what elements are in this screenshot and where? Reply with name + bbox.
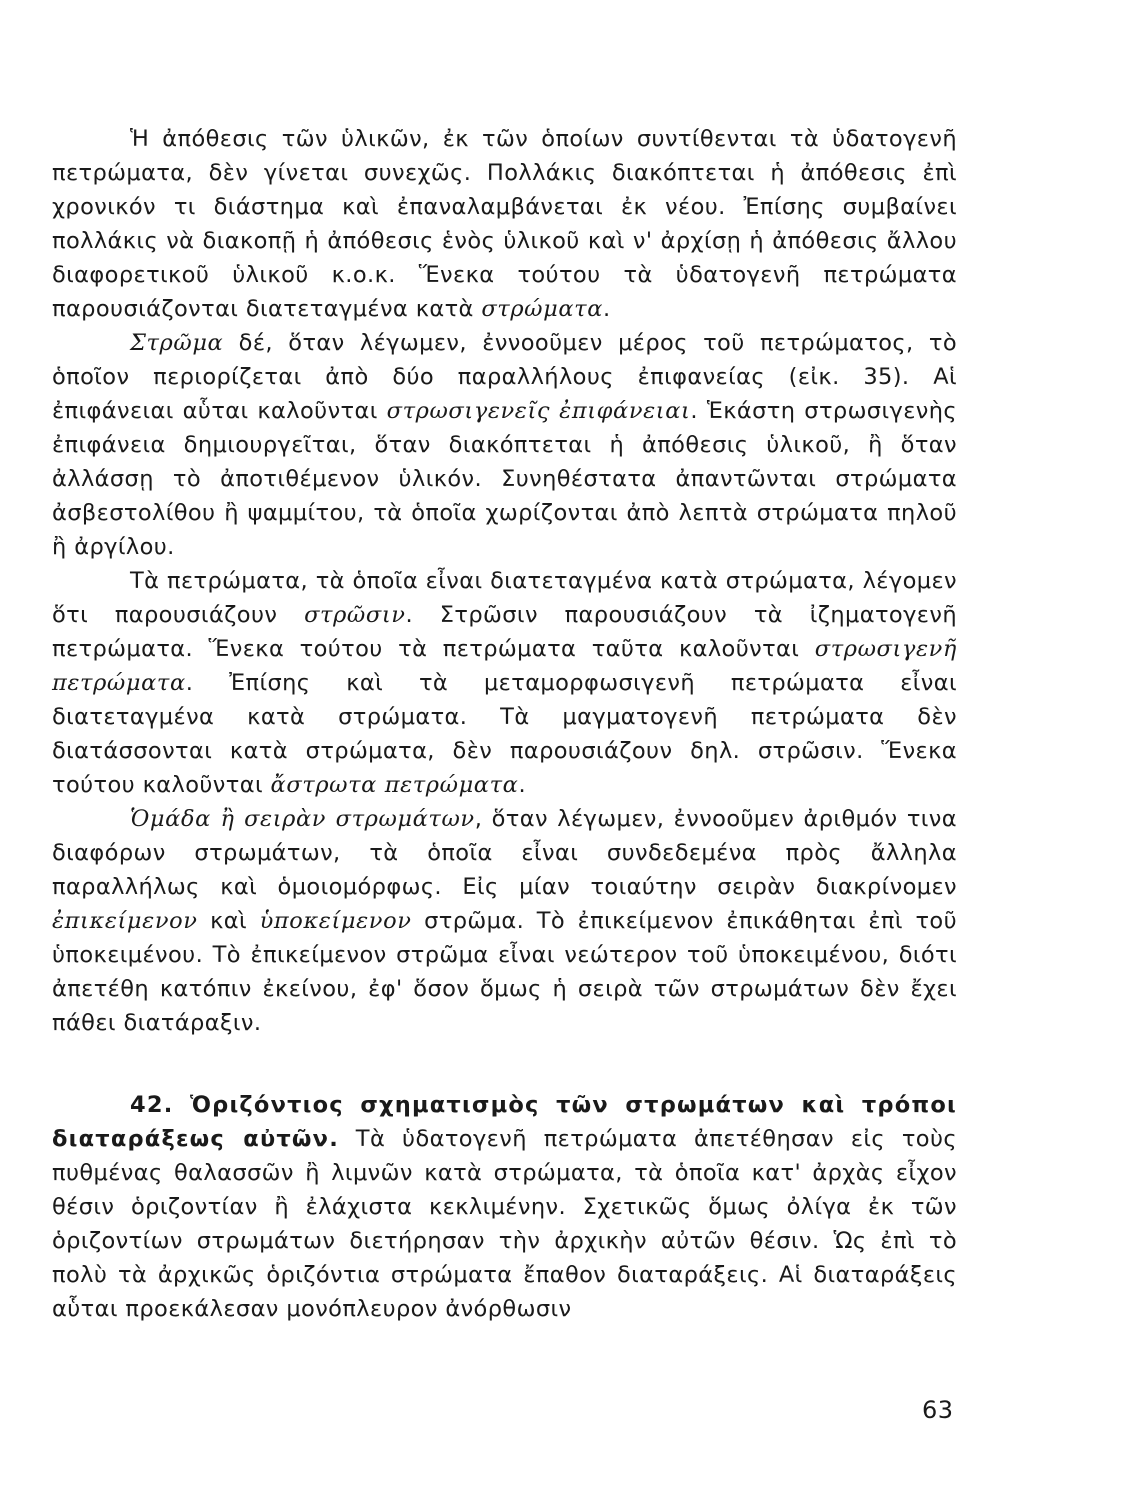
paragraph-layer-definition (52, 326, 957, 564)
paragraph-text: . Στρῶσιν παρουσιάζουν τὰ ἰζηματογενῆ πετρώματα. Ἕνεκα τούτου τὰ πετρώματα ταῦτα καλοῦνται (52, 602, 957, 662)
paragraph-text: δέ, ὅταν λέγωμεν, ἐννοοῦμεν μέρος τοῦ πετρώματος, τὸ ὁποῖον περιορίζεται ἀπὸ δύο παραλλήλους ἐπιφανείας (εἰκ. 35). Αἱ ἐπιφάνειαι αὗται καλοῦνται (52, 330, 957, 424)
italic-term: Ὁμάδα ἢ σειρὰν στρωμάτων (130, 806, 475, 832)
paragraph-text: . (518, 772, 527, 798)
italic-term: ἄστρωτα πετρώματα (270, 772, 519, 798)
paragraph-text: καὶ (197, 908, 260, 934)
italic-term: ὑποκείμενον (259, 908, 412, 934)
italic-term: στρώματα (481, 296, 603, 322)
paragraph-text: Τὰ πετρώματα, τὰ ὁποῖα εἶναι διατεταγμένα κατὰ στρώματα, λέγομεν ὅτι παρουσιάζουν (52, 568, 957, 628)
section-heading: 42. Ὁριζόντιος σχηματισμὸς τῶν στρωμάτων καὶ τρόποι διαταράξεως αὐτῶν. (52, 1092, 957, 1152)
paragraph-deposition (52, 122, 957, 326)
body-text (52, 122, 957, 1326)
italic-term: Στρῶμα (130, 330, 224, 356)
italic-term: ἐπικείμενον (52, 908, 198, 934)
section-42 (52, 1088, 957, 1326)
paragraph-text: . (602, 296, 611, 322)
italic-term: στρωσιγενεῖς ἐπιφάνειαι (386, 398, 691, 424)
paragraph-text: στρῶμα. Τὸ ἐπικείμενον ἐπικάθηται ἐπὶ τοῦ ὑποκειμένου. Τὸ ἐπικείμενον στρῶμα εἶναι νεώτερον τοῦ ὑποκειμένου, διότι ἀπετέθη κατόπιν ἐκείνου, ἐφ' ὅσον ὅμως ἡ σειρὰ τῶν στρωμάτων δὲν ἔχει πάθει διατάραξιν. (52, 908, 957, 1036)
page-number: 63 (922, 1396, 954, 1424)
paragraph-text: , ὅταν λέγωμεν, ἐννοοῦμεν ἀριθμόν τινα διαφόρων στρωμάτων, τὰ ὁποῖα εἶναι συνδεδεμένα πρὸς ἄλληλα παραλλήλως καὶ ὁμοιομόρφως. Εἰς μίαν τοιαύτην σειρὰν διακρίνομεν (52, 806, 957, 900)
paragraph-text: Ἡ ἀπόθεσις τῶν ὑλικῶν, ἐκ τῶν ὁποίων συντίθενται τὰ ὑδατογενῆ πετρώματα, δὲν γίνεται συνεχῶς. Πολλάκις διακόπτεται ἡ ἀπόθεσις ἐπὶ χρονικόν τι διάστημα καὶ ἐπαναλαμβάνεται ἐκ νέου. Ἐπίσης συμβαίνει πολλάκις νὰ διακοπῇ ἡ ἀπόθεσις ἑνὸς ὑλικοῦ καὶ ν' ἀρχίσῃ ἡ ἀπόθεσις ἄλλου διαφορετικοῦ ὑλικοῦ κ.ο.κ. Ἕνεκα τούτου τὰ ὑδατογενῆ πετρώματα παρουσιάζονται διατεταγμένα κατὰ (52, 126, 957, 322)
paragraph-text: . Ἐπίσης καὶ τὰ μεταμορφωσιγενῆ πετρώματα εἶναι διατεταγμένα κατὰ στρώματα. Τὰ μαγματογενῆ πετρώματα δὲν διατάσσονται κατὰ στρώματα, δὲν παρουσιάζουν δηλ. στρῶσιν. Ἕνεκα τούτου καλοῦνται (52, 670, 957, 798)
italic-term: στρωσιγενῆ πετρώματα (52, 636, 957, 696)
italic-term: στρῶσιν (304, 602, 406, 628)
paragraph-text: . Ἑκάστη στρωσιγενὴς ἐπιφάνεια δημιουργεῖται, ὅταν διακόπτεται ἡ ἀπόθεσις ὑλικοῦ, ἢ ὅταν ἀλλάσσῃ τὸ ἀποτιθέμενον ὑλικόν. Συνηθέστατα ἀπαντῶνται στρώματα ἀσβεστολίθου ἢ ψαμμίτου, τὰ ὁποῖα χωρίζονται ἀπὸ λεπτὰ στρώματα πηλοῦ ἢ ἀργίλου. (52, 398, 957, 560)
paragraph-layer-series (52, 802, 957, 1040)
paragraph-stratification (52, 564, 957, 802)
section-body: Τὰ ὑδατογενῆ πετρώματα ἀπετέθησαν εἰς τοὺς πυθμένας θαλασσῶν ἢ λιμνῶν κατὰ στρώματα, τὰ ὁποῖα κατ' ἀρχὰς εἶχον θέσιν ὁριζοντίαν ἢ ἐλάχιστα κεκλιμένην. Σχετικῶς ὅμως ὀλίγα ἐκ τῶν ὁριζοντίων στρωμάτων διετήρησαν τὴν ἀρχικὴν αὐτῶν θέσιν. Ὡς ἐπὶ τὸ πολὺ τὰ ἀρχικῶς ὁριζόντια στρώματα ἔπαθον διαταράξεις. Αἱ διαταράξεις αὗται προεκάλεσαν μονόπλευρον ἀνόρθωσιν (52, 1126, 957, 1322)
